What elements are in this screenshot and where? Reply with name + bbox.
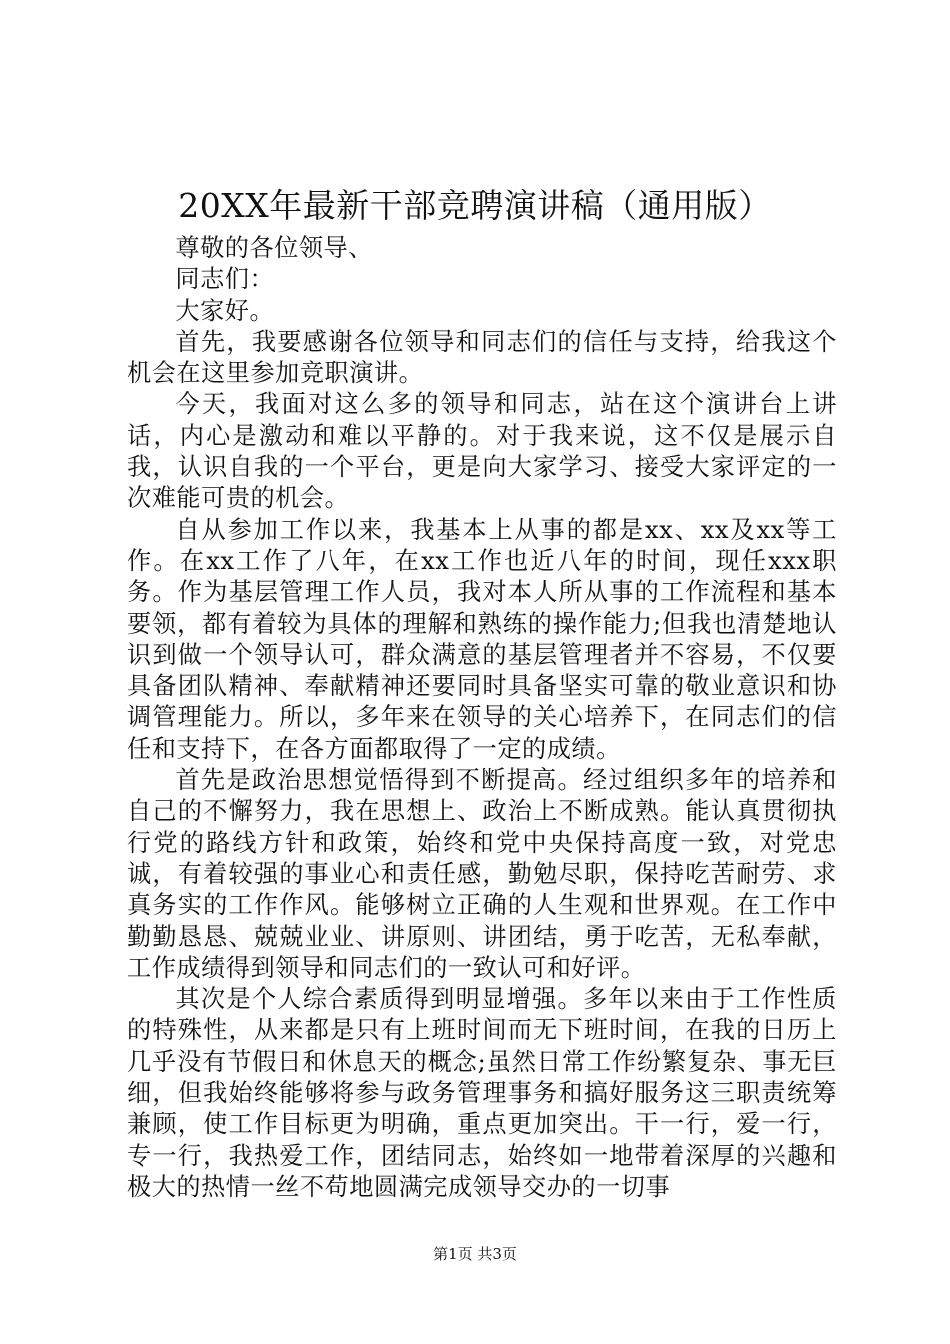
paragraph-quality: 其次是个人综合素质得到明显增强。多年以来由于工作性质的特殊性，从来都是只有上班时间而无下班时间，在我的日历上几乎没有节假日和休息天的概念;虽然日常工作纷繁复杂、事无巨细，但我始终能够将参与政务管理事务和搞好服务这三职责统筹兼顾，使工作目标更为明确，重点更加突出。干一行，爱一行，专一行，我热爱工作，团结同志，始终如一地带着深厚的兴趣和极大的热情一丝不苟地圆满完成领导交办的一切事 [127, 985, 837, 1201]
document-body [127, 233, 837, 1203]
document-title: 20XX年最新干部竞聘演讲稿（通用版） [178, 186, 772, 225]
paragraph-greeting: 大家好。 [175, 296, 275, 325]
paragraph-thanks: 首先，我要感谢各位领导和同志们的信任与支持，给我这个机会在这里参加竞职演讲。 [127, 327, 837, 388]
page-number-footer: 第1页 共3页 [433, 1245, 517, 1263]
paragraph-today: 今天，我面对这么多的领导和同志，站在这个演讲台上讲话，内心是激动和难以平静的。对于我来说，这不仅是展示自我，认识自我的一个平台，更是向大家学习、接受大家评定的一次难能可贵的机会。 [127, 390, 837, 513]
paragraph-experience: 自从参加工作以来，我基本上从事的都是xx、xx及xx等工作。在xx工作了八年，在xx工作也近八年的时间，现任xxx职务。作为基层管理工作人员，我对本人所从事的工作流程和基本要领，都有着较为具体的理解和熟练的操作能力;但我也清楚地认识到做一个领导认可，群众满意的基层管理者并不容易，不仅要具备团队精神、奉献精神还要同时具备坚实可靠的敬业意识和协调管理能力。所以，多年来在领导的关心培养下，在同志们的信任和支持下，在各方面都取得了一定的成绩。 [127, 515, 837, 763]
paragraph-salutation-2: 同志们： [175, 265, 275, 294]
paragraph-political: 首先是政治思想觉悟得到不断提高。经过组织多年的培养和自己的不懈努力，我在思想上、政治上不断成熟。能认真贯彻执行党的路线方针和政策，始终和党中央保持高度一致，对党忠诚，有着较强的事业心和责任感，勤勉尽职，保持吃苦耐劳、求真务实的工作作风。能够树立正确的人生观和世界观。在工作中勤勤恳恳、兢兢业业、讲原则、讲团结，勇于吃苦，无私奉献，工作成绩得到领导和同志们的一致认可和好评。 [127, 766, 837, 982]
paragraph-salutation-1: 尊敬的各位领导、 [175, 234, 373, 262]
